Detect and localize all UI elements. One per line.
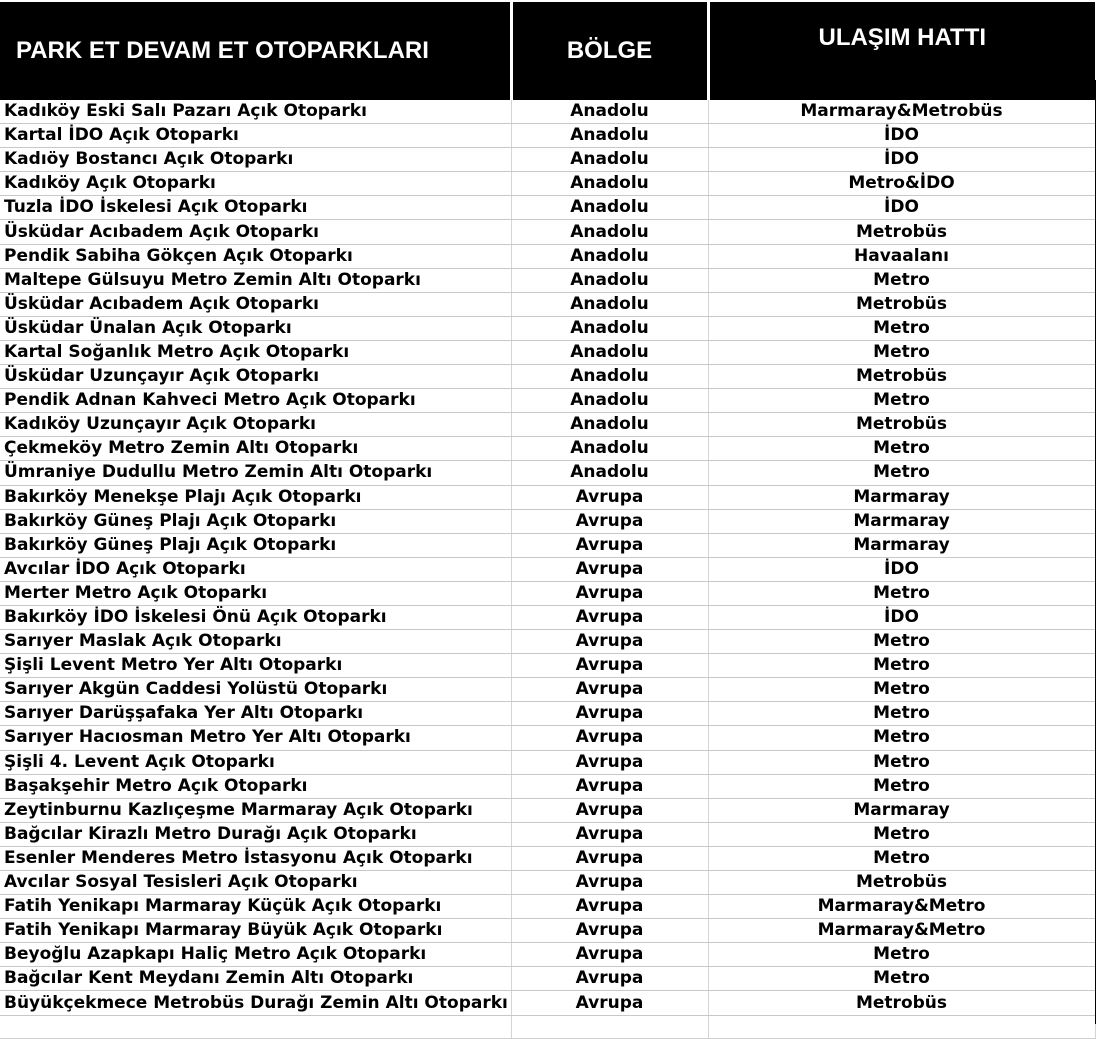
- cell-transit-line[interactable]: Metro: [708, 437, 1095, 461]
- table-row: [0, 846, 1095, 870]
- table-row: [0, 750, 1095, 774]
- cell-parking-name[interactable]: Avcılar İDO Açık Otoparkı: [0, 557, 511, 581]
- cell-region[interactable]: Anadolu: [511, 196, 708, 220]
- table-row: [0, 509, 1095, 533]
- cell-region[interactable]: Anadolu: [511, 244, 708, 268]
- cell-transit-line[interactable]: Metro: [708, 630, 1095, 654]
- cell-parking-name[interactable]: Şişli Levent Metro Yer Altı Otoparkı: [0, 654, 511, 678]
- table-row: [0, 316, 1095, 340]
- cell-parking-name[interactable]: Üsküdar Acıbadem Açık Otoparkı: [0, 220, 511, 244]
- cell-parking-name[interactable]: Fatih Yenikapı Marmaray Küçük Açık Otoparkı: [0, 895, 511, 919]
- cell-transit-line[interactable]: Metro&İDO: [708, 172, 1095, 196]
- cell-parking-name[interactable]: Merter Metro Açık Otoparkı: [0, 581, 511, 605]
- cell-parking-name[interactable]: Üsküdar Uzunçayır Açık Otoparkı: [0, 365, 511, 389]
- table-row: [0, 798, 1095, 822]
- cell-transit-line[interactable]: Metrobüs: [708, 292, 1095, 316]
- table-row: [0, 774, 1095, 798]
- table-row: [0, 919, 1095, 943]
- cell-parking-name[interactable]: Maltepe Gülsuyu Metro Zemin Altı Otoparkı: [0, 268, 511, 292]
- cell-region[interactable]: Anadolu: [511, 292, 708, 316]
- cell-parking-name[interactable]: Kartal Soğanlık Metro Açık Otoparkı: [0, 340, 511, 364]
- cell-parking-name[interactable]: Bağcılar Kent Meydanı Zemin Altı Otoparkı: [0, 967, 511, 991]
- cell-region[interactable]: Anadolu: [511, 340, 708, 364]
- table-row: [0, 991, 1095, 1015]
- cell-transit-line[interactable]: Metro: [708, 461, 1095, 485]
- cell-region[interactable]: Anadolu: [511, 437, 708, 461]
- cell-region[interactable]: Avrupa: [511, 630, 708, 654]
- table-row: [0, 581, 1095, 605]
- cell-parking-name[interactable]: Avcılar Sosyal Tesisleri Açık Otoparkı: [0, 871, 511, 895]
- cell-parking-name[interactable]: Şişli 4. Levent Açık Otoparkı: [0, 750, 511, 774]
- cell-parking-name[interactable]: Sarıyer Akgün Caddesi Yolüstü Otoparkı: [0, 678, 511, 702]
- cell-parking-name[interactable]: Fatih Yenikapı Marmaray Büyük Açık Otoparkı: [0, 919, 511, 943]
- cell-region[interactable]: Avrupa: [511, 678, 708, 702]
- table-row: [0, 702, 1095, 726]
- table-row: [0, 244, 1095, 268]
- cell-parking-name[interactable]: Bakırköy Güneş Plajı Açık Otoparkı: [0, 533, 511, 557]
- cell-region[interactable]: Anadolu: [511, 220, 708, 244]
- cell-transit-line[interactable]: Metrobüs: [708, 413, 1095, 437]
- table-row: [0, 268, 1095, 292]
- cell-transit-line[interactable]: Metro: [708, 268, 1095, 292]
- cell-parking-name[interactable]: Bağcılar Kirazlı Metro Durağı Açık Otoparkı: [0, 822, 511, 846]
- cell-transit-line[interactable]: Metro: [708, 702, 1095, 726]
- cell-region[interactable]: Avrupa: [511, 533, 708, 557]
- table-row: [0, 871, 1095, 895]
- table-row: [0, 726, 1095, 750]
- table-row: [0, 220, 1095, 244]
- cell-region[interactable]: Avrupa: [511, 774, 708, 798]
- table-row: [0, 895, 1095, 919]
- table-row: [0, 437, 1095, 461]
- cell-transit-line[interactable]: İDO: [708, 124, 1095, 148]
- cell-parking-name[interactable]: Sarıyer Hacıosman Metro Yer Altı Otoparkı: [0, 726, 511, 750]
- cell-region[interactable]: Anadolu: [511, 100, 708, 124]
- cell-parking-name[interactable]: Pendik Sabiha Gökçen Açık Otoparkı: [0, 244, 511, 268]
- cell-region[interactable]: Avrupa: [511, 581, 708, 605]
- cell-parking-name[interactable]: Bakırköy Menekşe Plajı Açık Otoparkı: [0, 485, 511, 509]
- cell-parking-name[interactable]: Beyoğlu Azapkapı Haliç Metro Açık Otoparkı: [0, 943, 511, 967]
- table-row: [0, 822, 1095, 846]
- cell-parking-name[interactable]: Sarıyer Maslak Açık Otoparkı: [0, 630, 511, 654]
- cell-parking-name[interactable]: Esenler Menderes Metro İstasyonu Açık Otoparkı: [0, 846, 511, 870]
- header-region[interactable]: BÖLGE: [511, 2, 708, 100]
- cell-transit-line[interactable]: Marmaray: [708, 798, 1095, 822]
- cell-parking-name[interactable]: Kadıköy Uzunçayır Açık Otoparkı: [0, 413, 511, 437]
- cell-parking-name[interactable]: Kadıköy Eski Salı Pazarı Açık Otoparkı: [0, 100, 511, 124]
- cell-region[interactable]: Avrupa: [511, 846, 708, 870]
- table-row: [0, 943, 1095, 967]
- cell-transit-line[interactable]: Marmaray: [708, 485, 1095, 509]
- empty-cell[interactable]: [511, 1015, 708, 1038]
- cell-region[interactable]: Anadolu: [511, 365, 708, 389]
- table-row: [0, 292, 1095, 316]
- cell-parking-name[interactable]: Kartal İDO Açık Otoparkı: [0, 124, 511, 148]
- cell-region[interactable]: Avrupa: [511, 919, 708, 943]
- cell-transit-line[interactable]: Marmaray: [708, 509, 1095, 533]
- table-row: [0, 413, 1095, 437]
- cell-transit-line[interactable]: Metrobüs: [708, 991, 1095, 1015]
- cell-region[interactable]: Avrupa: [511, 798, 708, 822]
- header-transit-line[interactable]: ULAŞIM HATTI: [708, 2, 1095, 100]
- cell-transit-line[interactable]: Metro: [708, 316, 1095, 340]
- cell-transit-line[interactable]: Metro: [708, 774, 1095, 798]
- empty-cell[interactable]: [0, 1015, 511, 1038]
- cell-parking-name[interactable]: Zeytinburnu Kazlıçeşme Marmaray Açık Otoparkı: [0, 798, 511, 822]
- cell-region[interactable]: Avrupa: [511, 702, 708, 726]
- header-row: [0, 2, 1095, 100]
- cell-transit-line[interactable]: Metro: [708, 726, 1095, 750]
- table-row: [0, 678, 1095, 702]
- cell-transit-line[interactable]: Metrobüs: [708, 365, 1095, 389]
- table-row: [0, 630, 1095, 654]
- table-row: [0, 100, 1095, 124]
- cell-region[interactable]: Avrupa: [511, 871, 708, 895]
- header-parking-name[interactable]: PARK ET DEVAM ET OTOPARKLARI: [0, 2, 511, 100]
- cell-transit-line[interactable]: İDO: [708, 148, 1095, 172]
- cell-transit-line[interactable]: Metrobüs: [708, 220, 1095, 244]
- empty-cell[interactable]: [708, 1015, 1095, 1038]
- cell-transit-line[interactable]: Havaalanı: [708, 244, 1095, 268]
- table-row: [0, 124, 1095, 148]
- table-row: [0, 605, 1095, 629]
- cell-transit-line[interactable]: Marmaray&Metrobüs: [708, 100, 1095, 124]
- cell-region[interactable]: Anadolu: [511, 389, 708, 413]
- cell-parking-name[interactable]: Üsküdar Ünalan Açık Otoparkı: [0, 316, 511, 340]
- table-row: [0, 557, 1095, 581]
- cell-parking-name[interactable]: Kadıöy Bostancı Açık Otoparkı: [0, 148, 511, 172]
- cell-region[interactable]: Avrupa: [511, 822, 708, 846]
- cell-region[interactable]: Anadolu: [511, 316, 708, 340]
- table-row: [0, 365, 1095, 389]
- cell-transit-line[interactable]: Marmaray&Metro: [708, 895, 1095, 919]
- cell-transit-line[interactable]: İDO: [708, 557, 1095, 581]
- cell-transit-line[interactable]: Metro: [708, 967, 1095, 991]
- cell-region[interactable]: Avrupa: [511, 557, 708, 581]
- table-row: [0, 485, 1095, 509]
- cell-region[interactable]: Anadolu: [511, 413, 708, 437]
- cell-transit-line[interactable]: Metro: [708, 846, 1095, 870]
- table-header: [0, 2, 1095, 100]
- cell-region[interactable]: Avrupa: [511, 726, 708, 750]
- table-row: [0, 196, 1095, 220]
- cell-parking-name[interactable]: Üsküdar Acıbadem Açık Otoparkı: [0, 292, 511, 316]
- cell-region[interactable]: Anadolu: [511, 268, 708, 292]
- empty-row: [0, 1015, 1095, 1038]
- cell-transit-line[interactable]: Metro: [708, 340, 1095, 364]
- cell-transit-line[interactable]: Marmaray: [708, 533, 1095, 557]
- cell-transit-line[interactable]: Metro: [708, 750, 1095, 774]
- cell-region[interactable]: Anadolu: [511, 461, 708, 485]
- table-row: [0, 340, 1095, 364]
- cell-transit-line[interactable]: Marmaray&Metro: [708, 919, 1095, 943]
- cell-region[interactable]: Anadolu: [511, 124, 708, 148]
- table-body: [0, 100, 1095, 1038]
- parking-table: [0, 2, 1096, 1039]
- cell-region[interactable]: Avrupa: [511, 943, 708, 967]
- cell-parking-name[interactable]: Ümraniye Dudullu Metro Zemin Altı Otoparkı: [0, 461, 511, 485]
- cell-parking-name[interactable]: Bakırköy İDO İskelesi Önü Açık Otoparkı: [0, 605, 511, 629]
- cell-region[interactable]: Avrupa: [511, 485, 708, 509]
- cell-transit-line[interactable]: İDO: [708, 605, 1095, 629]
- cell-parking-name[interactable]: Sarıyer Darüşşafaka Yer Altı Otoparkı: [0, 702, 511, 726]
- cell-region[interactable]: Anadolu: [511, 148, 708, 172]
- cell-transit-line[interactable]: Metro: [708, 822, 1095, 846]
- sheet-right-border: [1095, 80, 1096, 1024]
- cell-transit-line[interactable]: Metro: [708, 581, 1095, 605]
- table-row: [0, 172, 1095, 196]
- cell-transit-line[interactable]: Metrobüs: [708, 871, 1095, 895]
- cell-transit-line[interactable]: Metro: [708, 943, 1095, 967]
- cell-region[interactable]: Anadolu: [511, 172, 708, 196]
- cell-transit-line[interactable]: Metro: [708, 389, 1095, 413]
- cell-region[interactable]: Avrupa: [511, 967, 708, 991]
- cell-region[interactable]: Avrupa: [511, 605, 708, 629]
- cell-region[interactable]: Avrupa: [511, 895, 708, 919]
- table-row: [0, 967, 1095, 991]
- table-row: [0, 654, 1095, 678]
- cell-parking-name[interactable]: Çekmeköy Metro Zemin Altı Otoparkı: [0, 437, 511, 461]
- cell-region[interactable]: Avrupa: [511, 750, 708, 774]
- table-row: [0, 533, 1095, 557]
- cell-transit-line[interactable]: Metro: [708, 654, 1095, 678]
- cell-parking-name[interactable]: Kadıköy Açık Otoparkı: [0, 172, 511, 196]
- cell-parking-name[interactable]: Tuzla İDO İskelesi Açık Otoparkı: [0, 196, 511, 220]
- cell-parking-name[interactable]: Pendik Adnan Kahveci Metro Açık Otoparkı: [0, 389, 511, 413]
- table-row: [0, 389, 1095, 413]
- cell-parking-name[interactable]: Bakırköy Güneş Plajı Açık Otoparkı: [0, 509, 511, 533]
- cell-transit-line[interactable]: İDO: [708, 196, 1095, 220]
- cell-parking-name[interactable]: Başakşehir Metro Açık Otoparkı: [0, 774, 511, 798]
- cell-transit-line[interactable]: Metro: [708, 678, 1095, 702]
- cell-region[interactable]: Avrupa: [511, 654, 708, 678]
- cell-region[interactable]: Avrupa: [511, 509, 708, 533]
- cell-region[interactable]: Avrupa: [511, 991, 708, 1015]
- table-row: [0, 461, 1095, 485]
- cell-parking-name[interactable]: Büyükçekmece Metrobüs Durağı Zemin Altı Otoparkı: [0, 991, 511, 1015]
- table-row: [0, 148, 1095, 172]
